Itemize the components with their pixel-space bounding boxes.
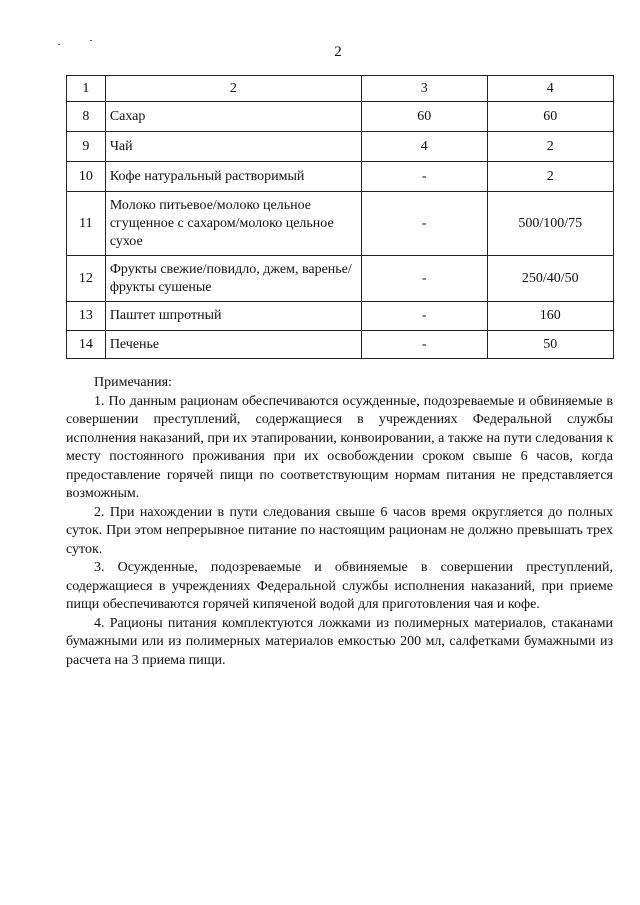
- value-col4: 250/40/50: [487, 256, 613, 302]
- value-col3: 4: [361, 132, 487, 162]
- value-col3: -: [361, 302, 487, 331]
- table-row: [67, 331, 614, 359]
- product-name: Фрукты свежие/повидло, джем, варенье/фрукты сушеные: [105, 256, 361, 302]
- header-cell: 3: [361, 76, 487, 102]
- value-col4: 2: [487, 132, 613, 162]
- table-row: [67, 192, 614, 256]
- notes-section: [66, 374, 613, 670]
- table-row: [67, 256, 614, 302]
- value-col4: 160: [487, 302, 613, 331]
- product-name: Паштет шпротный: [105, 302, 361, 331]
- value-col3: -: [361, 256, 487, 302]
- table-row: [67, 102, 614, 132]
- product-name: Печенье: [105, 331, 361, 359]
- value-col4: 2: [487, 162, 613, 192]
- row-number: 8: [67, 102, 106, 132]
- table-row: [67, 132, 614, 162]
- product-name: Сахар: [105, 102, 361, 132]
- value-col3: -: [361, 162, 487, 192]
- row-number: 9: [67, 132, 106, 162]
- row-number: 13: [67, 302, 106, 331]
- notes-heading: Примечания:: [94, 375, 172, 390]
- note-item: 3. Осужденные, подозреваемые и обвиняемые в совершении преступлений, содержащиеся в учреждениях Федеральной службы исполнения наказаний, при приеме пищи обеспечиваются горячей кипяченой водой для приготовления чая и кофе.: [66, 560, 613, 612]
- ration-table: [66, 75, 614, 359]
- table-row: [67, 162, 614, 192]
- product-name: Чай: [105, 132, 361, 162]
- value-col3: -: [361, 331, 487, 359]
- row-number: 11: [67, 192, 106, 256]
- table-row: [67, 302, 614, 331]
- product-name: Молоко питьевое/молоко цельное сгущенное с сахаром/молоко цельное сухое: [105, 192, 361, 256]
- page-number: 2: [334, 44, 342, 60]
- note-item: 2. При нахождении в пути следования свыше 6 часов время округляется до полных суток. При этом непрерывное питание по настоящим рационам не должно превышать трех суток.: [66, 504, 613, 557]
- scan-speck: [90, 40, 92, 41]
- value-col4: 500/100/75: [487, 192, 613, 256]
- note-item: 1. По данным рационам обеспечиваются осужденные, подозреваемые и обвиняемые в совершении преступлений, содержащиеся в учреждениях Федеральной службы исполнения наказаний, при их этапировании, конвоировании, а также на пути следования к месту постоянного проживания при их освобождении сроком свыше 6 часов, когда предоставление горячей пищи по соответствующим нормам питания не представляется возможным.: [66, 393, 613, 501]
- value-col4: 60: [487, 102, 613, 132]
- row-number: 14: [67, 331, 106, 359]
- row-number: 10: [67, 162, 106, 192]
- product-name: Кофе натуральный растворимый: [105, 162, 361, 192]
- header-cell: 1: [67, 76, 106, 102]
- value-col3: 60: [361, 102, 487, 132]
- value-col3: -: [361, 192, 487, 256]
- header-cell: 2: [105, 76, 361, 102]
- note-item: 4. Рационы питания комплектуются ложками из полимерных материалов, стаканами бумажными или из полимерных материалов емкостью 200 мл, салфетками бумажными из расчета на 3 приема пищи.: [66, 615, 613, 668]
- header-cell: 4: [487, 76, 613, 102]
- row-number: 12: [67, 256, 106, 302]
- value-col4: 50: [487, 331, 613, 359]
- table-header-row: [67, 76, 614, 102]
